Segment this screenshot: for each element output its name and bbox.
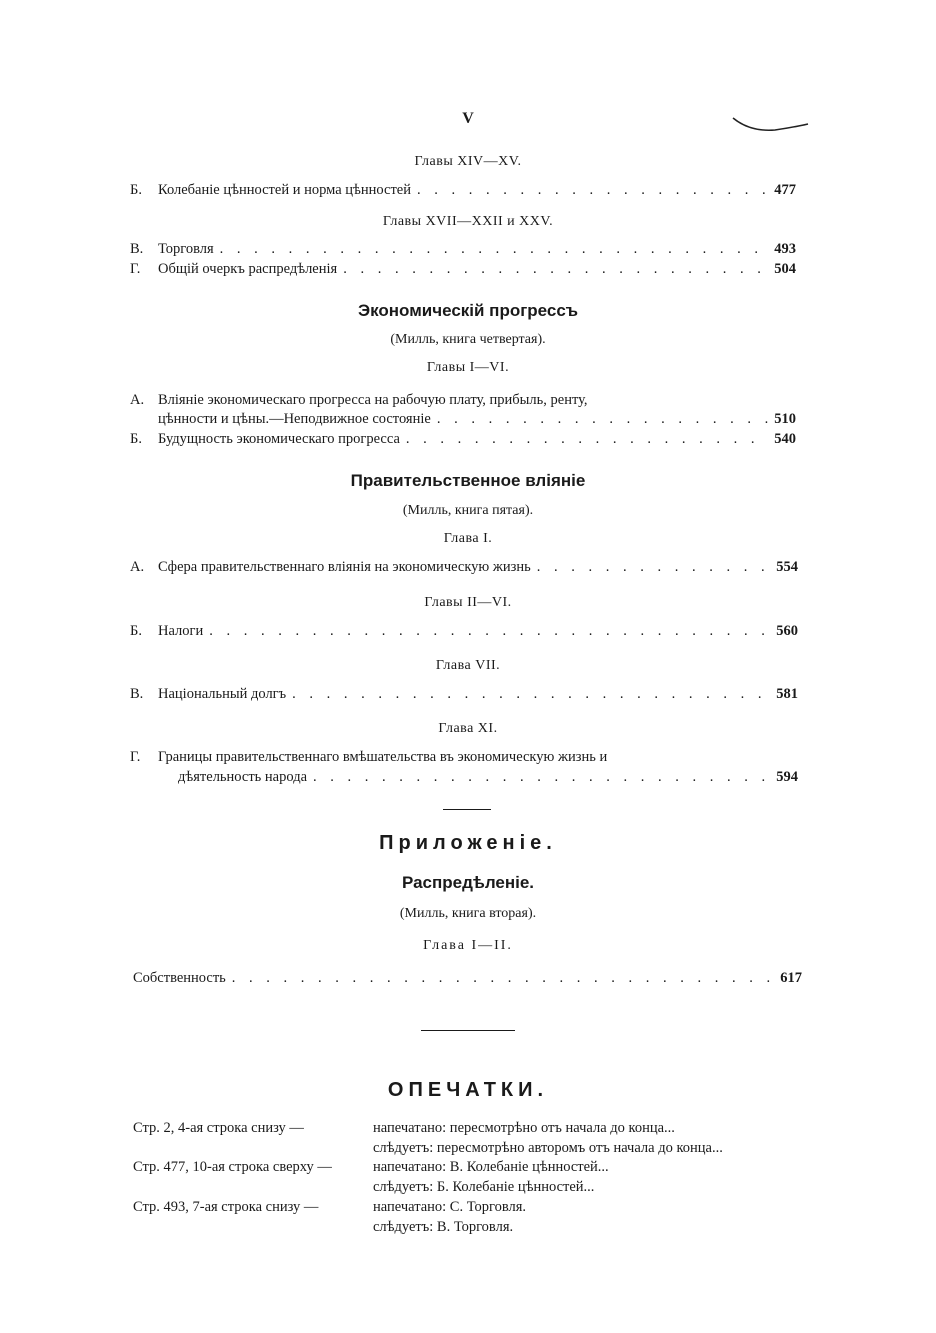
entry-title: Вліяніе экономическаго прогресса на рабочую плату, прибыль, ренту, <box>158 392 588 408</box>
errata-ref: Стр. 493, 7-ая строка снизу — <box>133 1199 319 1215</box>
section-heading: Правительственное вліяніе <box>350 471 586 490</box>
entry-page: 581 <box>776 686 798 702</box>
errata-ref: Стр. 477, 10-ая строка сверху — <box>133 1159 332 1175</box>
entry-page: 477 <box>774 182 796 198</box>
dot-leader <box>232 970 774 987</box>
entry-letter: Г. <box>130 749 141 765</box>
errata-printed: напечатано: В. Колебаніе цѣнностей... <box>373 1159 609 1175</box>
entry-title: Торговля <box>158 241 214 257</box>
toc-entry[interactable] <box>130 559 798 576</box>
dot-leader <box>417 182 768 199</box>
entry-title: Національный долгъ <box>158 686 287 702</box>
entry-letter: А. <box>130 559 145 575</box>
entry-page: 554 <box>776 559 798 575</box>
chapter-heading: Глава VII. <box>435 658 501 673</box>
chapter-heading: Глава XI. <box>438 721 498 736</box>
errata-should: слѣдуетъ: Б. Колебаніе цѣнностей... <box>373 1179 595 1195</box>
entry-page: 560 <box>776 623 798 639</box>
toc-entry-line1[interactable] <box>130 749 798 766</box>
dot-leader <box>437 411 768 428</box>
errata-should: слѣдуетъ: В. Торговля. <box>373 1219 514 1235</box>
entry-title: Общій очеркъ распредѣленія <box>158 261 338 277</box>
chapter-heading: Глава I. <box>443 531 493 546</box>
entry-title-cont: дѣятельность народа <box>178 769 308 785</box>
entry-letter: А. <box>130 392 145 408</box>
toc-entry[interactable] <box>130 431 796 448</box>
toc-entry-line1[interactable] <box>130 392 796 409</box>
page-number: V <box>462 110 474 127</box>
errata-ref: Стр. 2, 4-ая строка снизу — <box>133 1120 304 1136</box>
entry-page: 594 <box>776 769 798 785</box>
entry-page: 493 <box>774 241 796 257</box>
errata-printed: напечатано: пересмотрѣно отъ начала до конца... <box>373 1120 675 1136</box>
entry-letter: Б. <box>130 182 142 198</box>
chapters-heading: Глава I—II. <box>423 938 513 953</box>
toc-entry[interactable] <box>130 182 796 199</box>
section-source: (Милль, книга четвертая). <box>390 332 546 347</box>
entry-page: 617 <box>780 970 802 986</box>
dot-leader <box>343 261 768 278</box>
entry-page: 540 <box>774 431 796 447</box>
toc-entry[interactable] <box>130 261 796 278</box>
errata-should: слѣдуетъ: пересмотрѣно авторомъ отъ начала до конца... <box>373 1140 723 1156</box>
entry-title: Сфера правительственнаго вліянія на экономическую жизнь <box>158 559 531 575</box>
entry-title: Будущность экономическаго прогресса <box>158 431 400 447</box>
entry-letter: Б. <box>130 623 142 639</box>
dot-leader <box>406 431 768 448</box>
entry-title: Границы правительственнаго вмѣшательства въ экономическую жизнь и <box>158 749 608 765</box>
toc-entry[interactable] <box>133 970 802 987</box>
toc-entry[interactable] <box>130 241 796 258</box>
errata-heading: ОПЕЧАТКИ. <box>387 1079 549 1101</box>
toc-entry-line2[interactable] <box>158 411 796 428</box>
entry-title: Собственность <box>133 970 226 986</box>
entry-page: 510 <box>774 411 796 427</box>
dot-leader <box>209 623 770 640</box>
section-heading: Экономическій прогрессъ <box>358 301 578 320</box>
entry-page: 504 <box>774 261 796 277</box>
section-source: (Милль, книга пятая). <box>402 503 534 518</box>
entry-title: Колебаніе цѣнностей и норма цѣнностей <box>158 182 411 198</box>
chapters-heading: Главы I—VI. <box>426 360 510 375</box>
chapters-heading: Главы XVII—XXII и XXV. <box>382 214 554 229</box>
dot-leader <box>313 769 770 786</box>
entry-letter: Б. <box>130 431 142 447</box>
chapters-heading: Главы XIV—XV. <box>414 154 522 169</box>
pen-mark-icon <box>730 112 810 136</box>
divider <box>443 809 491 810</box>
appendix-heading: Приложеніе. <box>379 832 557 854</box>
entry-title: Налоги <box>158 623 204 639</box>
dot-leader <box>537 559 770 576</box>
divider <box>421 1030 515 1031</box>
entry-title-cont: цѣнности и цѣны.—Неподвижное состояніе <box>158 411 431 427</box>
toc-entry[interactable] <box>130 686 798 703</box>
errata-printed: напечатано: С. Торговля. <box>373 1199 527 1215</box>
entry-letter: В. <box>130 686 144 702</box>
chapters-heading: Главы II—VI. <box>424 595 512 610</box>
appendix-subheading: Распредѣленіе. <box>401 873 535 892</box>
dot-leader <box>292 686 770 703</box>
section-source: (Милль, книга вторая). <box>399 906 537 921</box>
entry-letter: В. <box>130 241 144 257</box>
dot-leader <box>220 241 769 258</box>
toc-entry[interactable] <box>130 623 798 640</box>
toc-entry-line2[interactable] <box>178 769 798 786</box>
entry-letter: Г. <box>130 261 141 277</box>
